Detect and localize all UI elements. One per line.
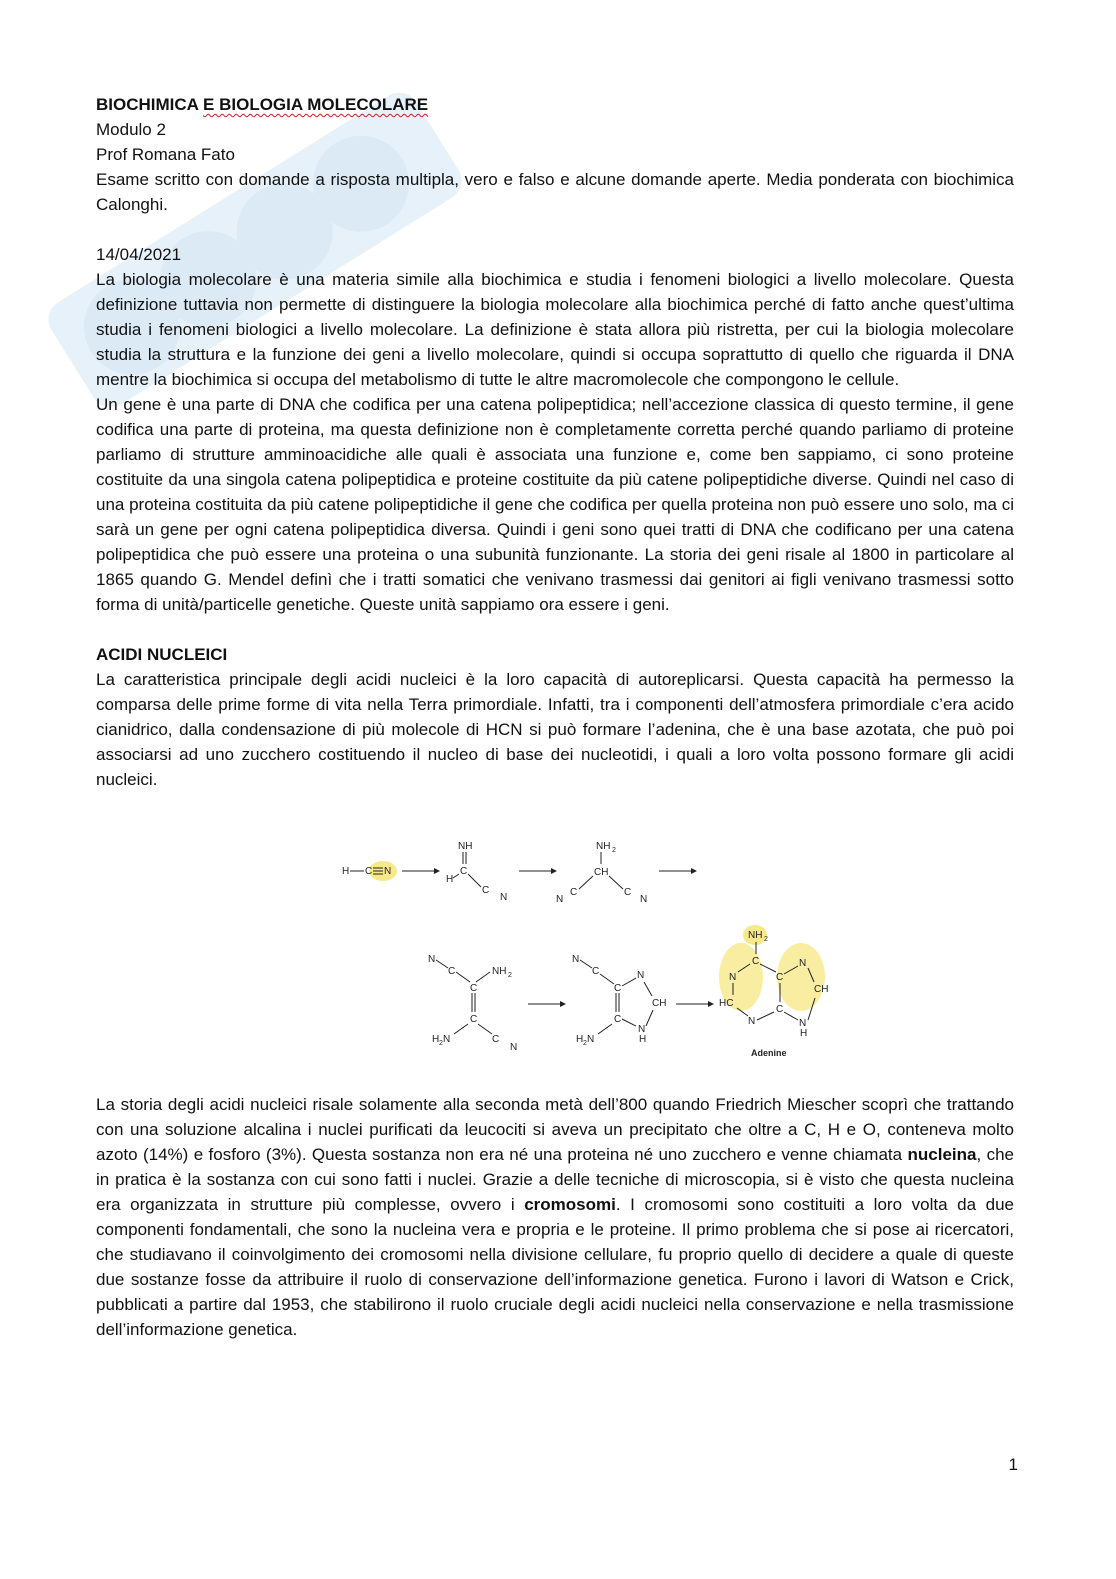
dan-c1: C (448, 966, 456, 977)
term-cromosomi: cromosomi (524, 1195, 616, 1214)
document-body (96, 92, 1014, 1342)
dan-nh2: NH (492, 966, 507, 977)
aicn-nh-n: N (638, 1024, 646, 1035)
adenine-c-fused-bottom: C (776, 1004, 784, 1015)
imine-c: C (460, 866, 468, 877)
aicn-ch: CH (652, 998, 667, 1009)
imine-cn-c: C (482, 885, 490, 896)
svg-text:2: 2 (508, 972, 512, 979)
dan-c2: C (492, 1034, 500, 1045)
amn-c-right: C (624, 887, 632, 898)
aicn-h2n: H (576, 1034, 584, 1045)
paragraph-gene-definition: Un gene è una parte di DNA che codifica per una catena polipeptidica; nell’accezione classica di questo termine, il gene codifica una parte di proteina, ma questa definizione non è completamente corretta perché quando parliamo di proteine parliamo di strutture amminoacidiche alle quali è associata una funzione e, come ben sappiamo, ci sono proteine costituite da una singola catena polipeptidica e proteine costituite da più catene polipeptidiche diverse. Quindi nel caso di una proteina costituita da più catene polipeptidiche il gene che codifica per quella proteina non può essere uno solo, ma ci sarà un gene per ogni catena polipeptidica diversa. Quindi i geni sono quei tratti di DNA che codificano per una catena polipeptidica che può essere una proteina o una subunità funzionante. La storia dei geni risale al 1800 in particolare al 1865 quando G. Mendel definì che i tratti somatici che venivano trasmessi dai genitori ai figli venivano trasmessi sotto forma di unità/particelle genetiche. Queste unità sappiamo ora essere i geni. (96, 395, 1014, 614)
paragraph-self-replication: La caratteristica principale degli acidi nucleici è la loro capacità di autoreplicarsi. Questa capacità ha permesso la comparsa delle prime forme di vita nella Terra primordiale. Infatti, tra i componenti dell’atmosfera primordiale c’era acido cianidrico, dalla condensazione di più molecole di HCN si può formare l’adenina, che è una base azotata, che può poi associarsi ad uno zucchero costituendo il nucleo di base dei nucleotidi, i quali a loro volta possono formare gli acidi nucleici. (96, 670, 1014, 789)
imine-h: H (446, 874, 454, 885)
lecture-date: 14/04/2021 (96, 245, 182, 264)
svg-text:N: N (443, 1034, 451, 1045)
adenine-h9: H (800, 1028, 808, 1039)
amn-nh2: NH (596, 841, 611, 852)
paragraph-nucleic-acid-history: La storia degli acidi nucleici risale solamente alla seconda metà dell’800 quando Friedrich Miescher scoprì che trattando con una soluzione alcalina i nuclei purificati da leucociti si aveva un precipitato che oltre a C, H e O, conteneva molto azoto (14%) e fosforo (3%). Questa sostanza non era né una proteina né uno zucchero e venne chiamata nucleina, che in pratica è la sostanza con cui sono fatti i nuclei. Grazie a delle tecniche di microscopia, si è visto che questa nucleina era organizzata in strutture più complesse, ovvero i cromosomi. I cromosomi sono costituiti a loro volta da due componenti fondamentali, che sono la nucleina vera e propria e le proteine. Il primo problema che si pose ai ricercatori, che studiavano il coinvolgimento dei cromosomi nella divisione cellulare, fu proprio quello di decidere a quale di queste due sostanze fosse da attribuire il ruolo di conservazione dell’informazione genetica. Furono i lavori di Watson e Crick, pubblicati a partire dal 1953, che stabilirono il ruolo cruciale degli acidi nucleici nella conservazione e nella trasmissione dell’informazione genetica. (96, 1095, 1014, 1339)
amn-n-left: N (556, 894, 564, 905)
svg-text:2: 2 (583, 1040, 587, 1047)
adenine-highlight-right (777, 943, 825, 1011)
dan-c-mid1: C (470, 983, 478, 994)
adenine-n3: N (748, 1016, 756, 1027)
aicn-c-ring2: C (614, 1014, 622, 1025)
svg-text:2: 2 (764, 936, 768, 943)
exam-info: Esame scritto con domande a risposta multipla, vero e falso e alcune domande aperte. Media ponderata con biochimica Calonghi. (96, 170, 1014, 214)
svg-text:2: 2 (612, 847, 616, 854)
dan-c-mid2: C (470, 1014, 478, 1025)
amn-n-right: N (640, 894, 648, 905)
aicn-c: C (592, 966, 600, 977)
dan-h2n: H (432, 1034, 440, 1045)
adenine-n1: N (729, 972, 737, 983)
term-nucleina: nucleina (907, 1145, 977, 1164)
adenine-hc2: HC (719, 998, 734, 1009)
aicn-c-ring1: C (614, 983, 622, 994)
adenine-c-top: C (752, 956, 760, 967)
adenine-c-fused-top: C (776, 972, 784, 983)
dan-n2: N (510, 1042, 518, 1053)
adenine-n7: N (799, 958, 807, 969)
hcn-h: H (342, 866, 350, 877)
paragraph-molecular-biology: La biologia molecolare è una materia simile alla biochimica e studia i fenomeni biologici a livello molecolare. Questa definizione tuttavia non permette di distinguere la biologia molecolare alla biochimica perché di fatto anche quest’ultima studia i fenomeni biologici a livello molecolare. La definizione è stata allora più ristretta, per cui la biologia molecolare studia la struttura e la funzione dei geni a livello molecolare, quindi si occupa soprattutto di quello che riguarda il DNA mentre la biochimica si occupa del metabolismo di tutte le altre macromolecole che compongono le cellule. (96, 270, 1014, 389)
amn-ch: CH (594, 867, 609, 878)
professor-label: Prof Romana Fato (96, 145, 235, 164)
section-heading-nucleic-acids: ACIDI NUCLEICI (96, 645, 228, 664)
amn-c-left: C (570, 887, 578, 898)
adenine-ch8: CH (814, 984, 829, 995)
aicn-n-ring1: N (637, 970, 645, 981)
aicn-n: N (572, 954, 580, 965)
module-label: Modulo 2 (96, 120, 166, 139)
adenine-synthesis-figure (96, 792, 1014, 1092)
svg-text:N: N (587, 1034, 595, 1045)
hcn-c: C (365, 866, 373, 877)
imine-cn-n: N (500, 892, 508, 903)
page-number: 1 (1008, 1455, 1018, 1474)
imine-nh: NH (458, 841, 473, 852)
adenine-n9: N (799, 1018, 807, 1029)
aicn-nh-h: H (639, 1034, 647, 1045)
svg-text:2: 2 (439, 1040, 443, 1047)
adenine-nh2: NH (748, 930, 763, 941)
document-title: BIOCHIMICA E BIOLOGIA MOLECOLARE (96, 95, 429, 114)
adenine-label: Adenine (751, 1048, 787, 1058)
dan-n1: N (428, 954, 436, 965)
hcn-n: N (384, 866, 392, 877)
